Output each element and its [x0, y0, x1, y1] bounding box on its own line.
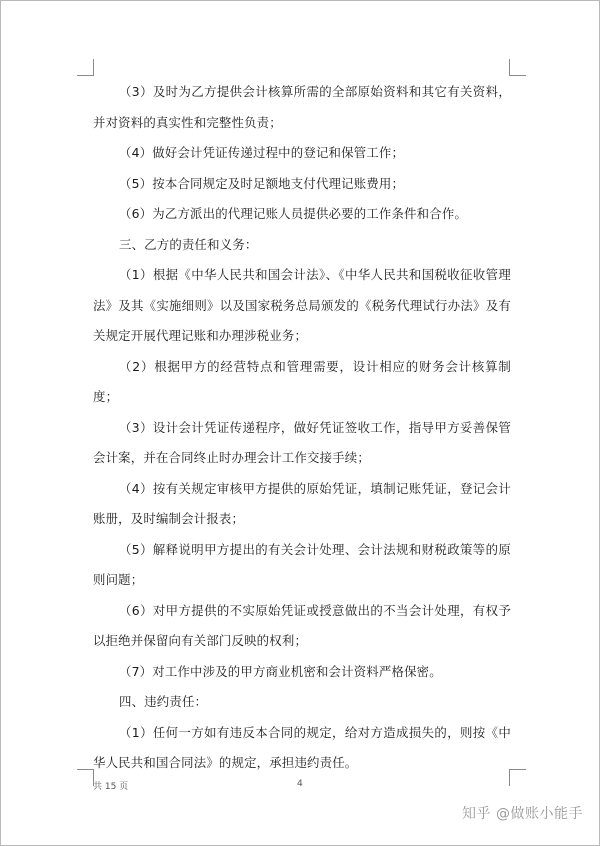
footer-page-number: 4	[297, 779, 303, 789]
paragraph: （4）按有关规定审核甲方提供的原始凭证，填制记账凭证，登记会计账册，及时编制会计报表；	[93, 480, 511, 526]
paragraph: （1）任何一方如有违反本合同的规定，给对方造成损失的，则按《中华人民共和国合同法》的规定，承担违约责任。	[93, 724, 511, 770]
section-heading: 四、违约责任：	[119, 694, 208, 709]
paragraph: （3）及时为乙方提供会计核算所需的全部原始资料和其它有关资料，并对资料的真实性和完整性负责；	[93, 84, 511, 130]
crop-mark-bottom-left	[77, 769, 94, 786]
document-body	[93, 77, 511, 779]
crop-mark-top-left	[77, 59, 94, 76]
crop-mark-bottom-right	[509, 769, 526, 786]
footer-total-pages: 共 15 页	[93, 782, 129, 792]
paragraph: （6）对甲方提供的不实原始凭证或授意做出的不当会计处理，有权予以拒绝并保留向有关部门反映的权利；	[93, 602, 511, 648]
crop-mark-top-right	[509, 59, 526, 76]
section-heading: 三、乙方的责任和义务：	[119, 236, 258, 252]
paragraph: （5）按本合同规定及时足额地支付代理记账费用；	[119, 175, 405, 191]
paragraph: （2）根据甲方的经营特点和管理需要，设计相应的财务会计核算制度；	[93, 358, 511, 404]
paragraph: （4）做好会计凭证传递过程中的登记和保管工作；	[119, 145, 405, 160]
watermark-text: 知乎 @做账小能手	[462, 806, 583, 822]
paragraph: （6）为乙方派出的代理记账人员提供必要的工作条件和合作。	[119, 206, 468, 221]
paragraph: （3）设计会计凭证传递程序，做好凭证签收工作，指导甲方妥善保管会计案，并在合同终止时办理会计工作交接手续；	[93, 419, 511, 465]
paragraph: （7）对工作中涉及的甲方商业机密和会计资料严格保密。	[119, 663, 442, 679]
paragraph: （5）解释说明甲方提出的有关会计处理、会计法规和财税政策等的原则问题；	[93, 541, 511, 587]
paragraph: （1）根据《中华人民共和国会计法》、《中华人民共和国税收征收管理法》及其《实施细则》以及国家税务总局颁发的《税务代理试行办法》及有关规定开展代理记账和办理涉税业务；	[93, 267, 511, 343]
